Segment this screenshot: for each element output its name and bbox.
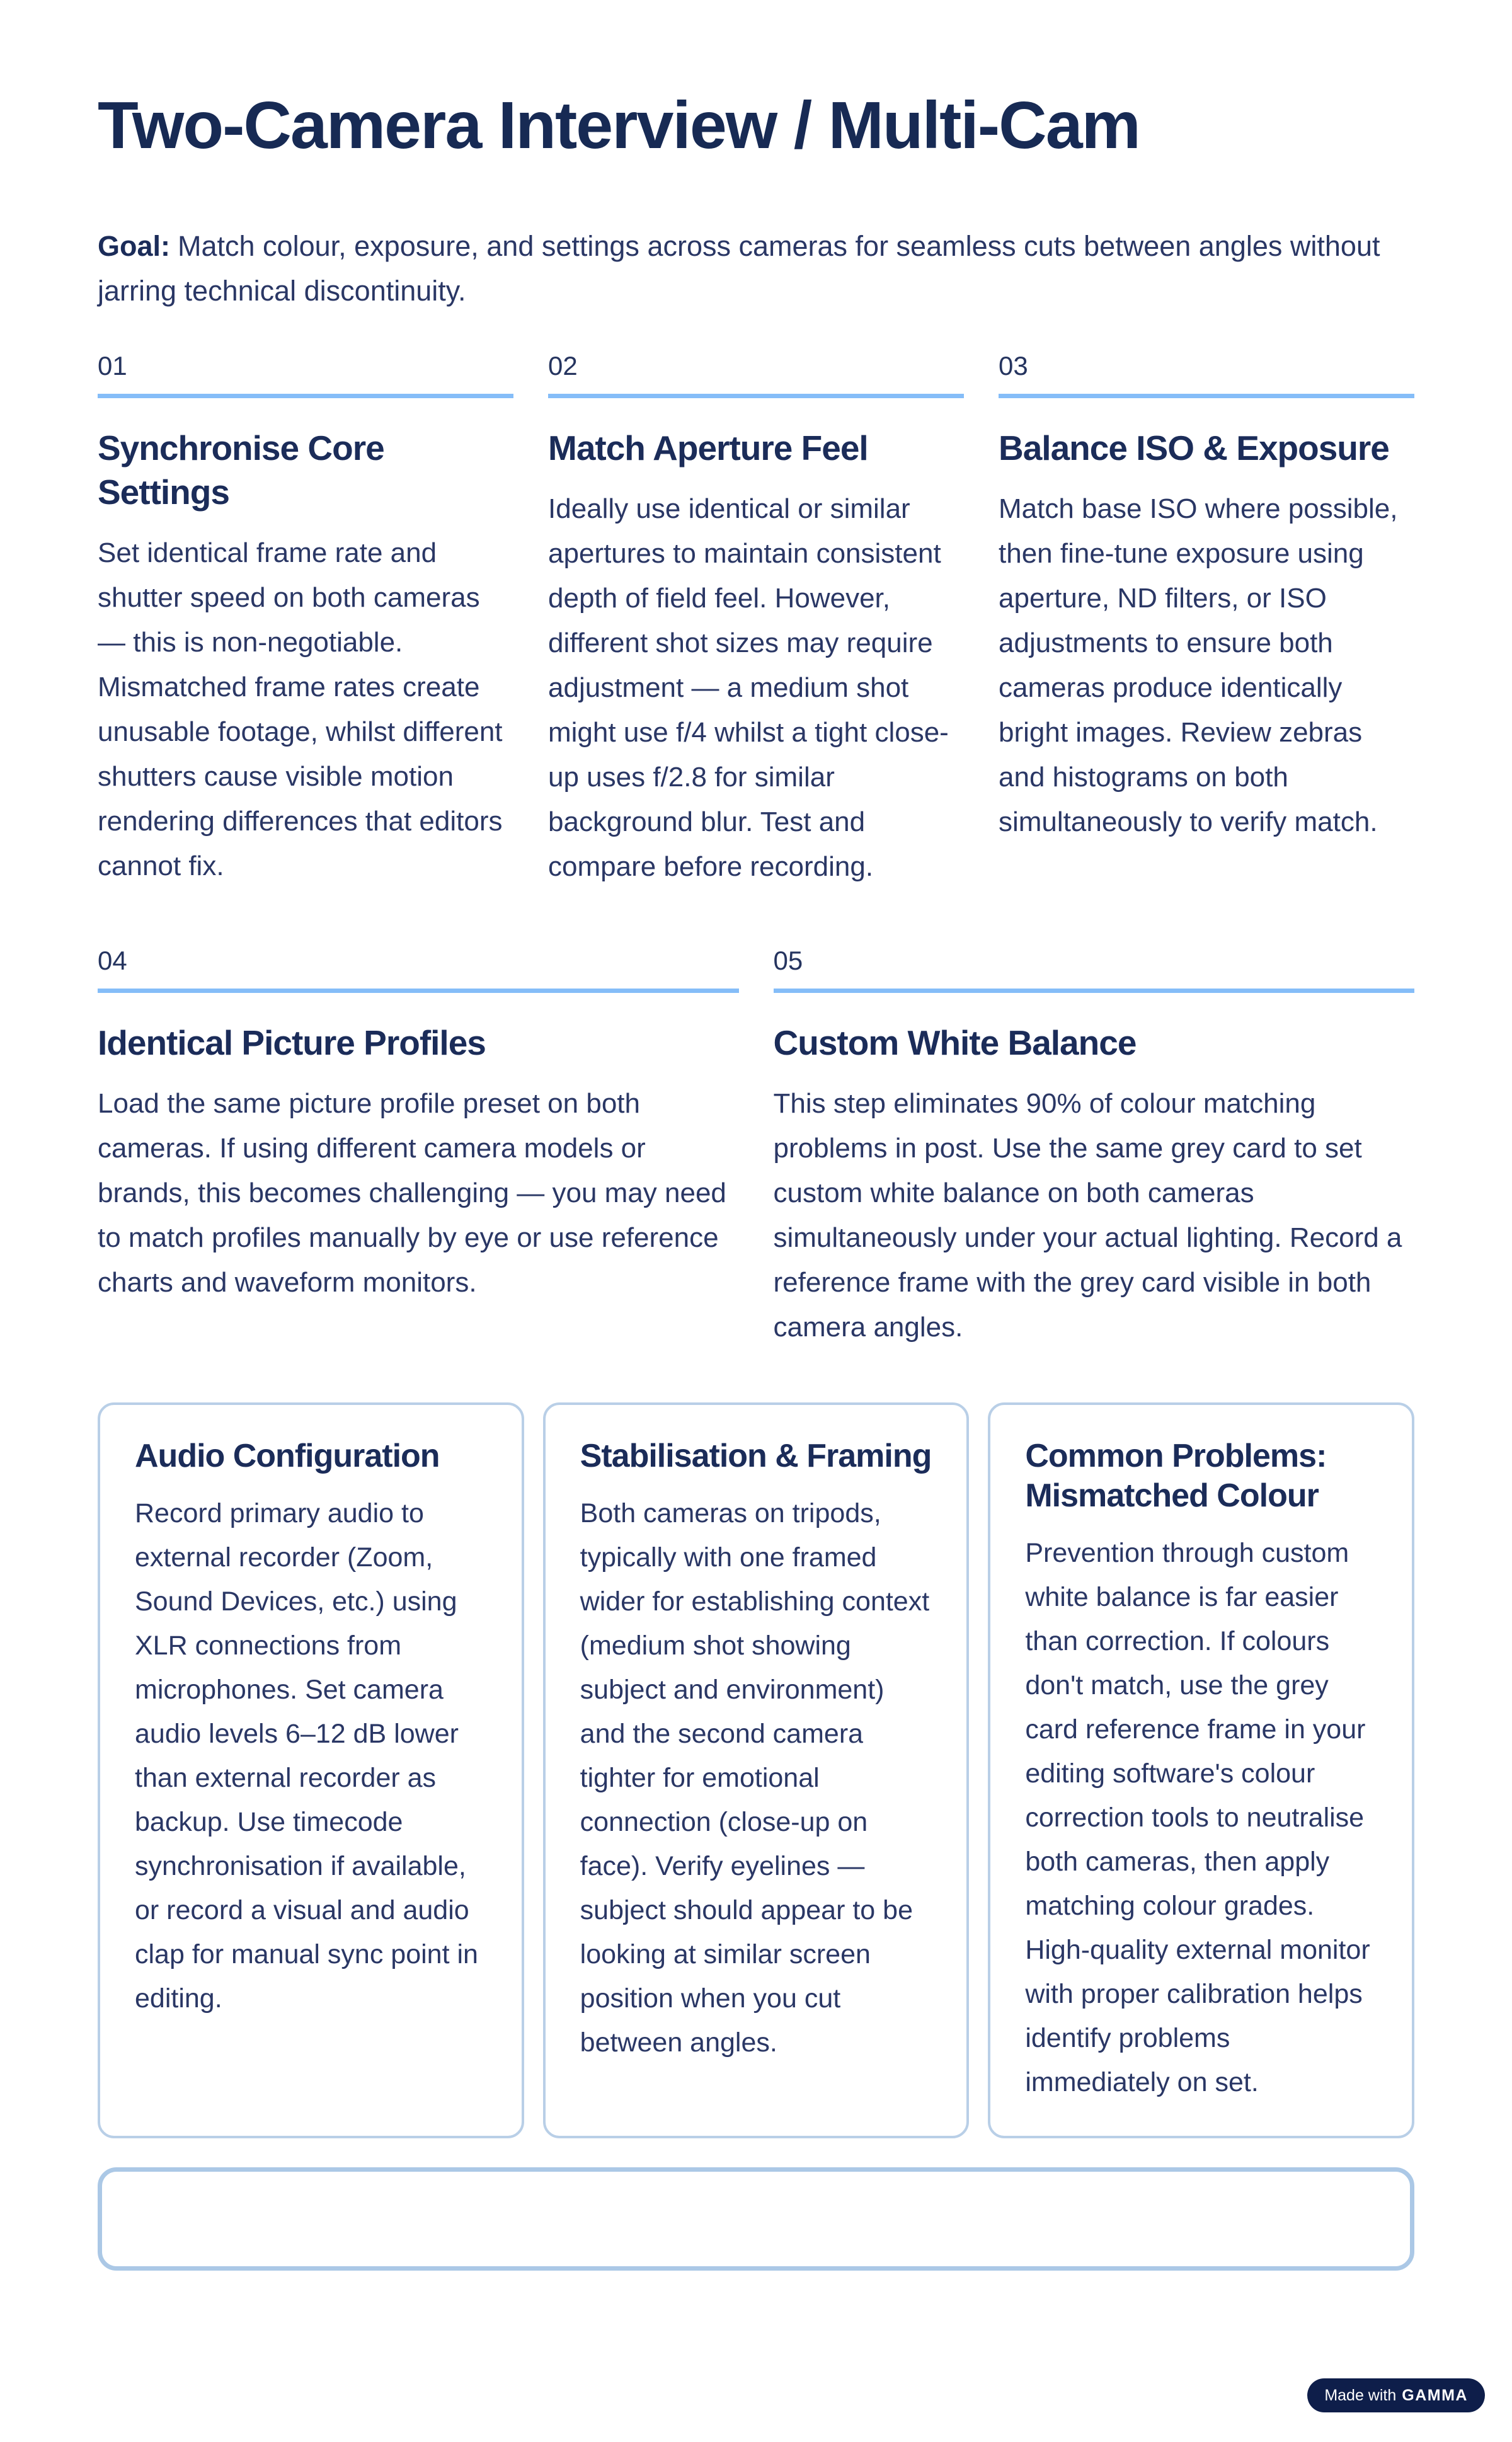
info-card-common-problems xyxy=(988,1402,1414,2138)
goal-paragraph xyxy=(98,224,1414,313)
info-cards-row xyxy=(98,1402,1414,2138)
step-body: Load the same picture profile preset on both cameras. If using different camera models or brands, this becomes challenging — you may need to match profiles manually by eye or use reference charts and waveform monitors. xyxy=(98,1087,726,1298)
steps-row-1 xyxy=(98,351,1414,889)
step-section-03 xyxy=(999,351,1414,889)
step-divider xyxy=(98,394,513,398)
steps-row-2 xyxy=(98,946,1414,1350)
step-number: 02 xyxy=(548,350,578,381)
step-heading: Identical Picture Profiles xyxy=(98,1023,486,1062)
info-card-audio-configuration xyxy=(98,1402,524,2138)
card-body: Prevention through custom white balance is far easier than correction. If colours don't match, use the grey card reference frame in your editing software's colour correction tools to neutralise both cameras, then apply matching colour grades. High-quality external monitor with proper calibration helps identify problems immediately on set. xyxy=(1025,1537,1370,2097)
gamma-brand-logo: GAMMA xyxy=(1402,2387,1468,2404)
goal-text: Match colour, exposure, and settings across cameras for seamless cuts between angles without jarring technical discontinuity. xyxy=(98,229,1380,307)
step-number: 01 xyxy=(98,350,127,381)
step-divider xyxy=(548,394,964,398)
step-divider xyxy=(98,989,739,993)
step-section-04 xyxy=(98,946,739,1350)
page-title: Two-Camera Interview / Multi-Cam xyxy=(98,88,1140,163)
card-body: Both cameras on tripods, typically with one framed wider for establishing context (medium shot showing subject and environment) and the second camera tighter for emotional connection (close-up on face). Verify eyelines — subject should appear to be looking at similar screen position when you cut between angles. xyxy=(580,1498,930,2058)
made-with-gamma-badge[interactable] xyxy=(1307,2378,1485,2412)
step-body: Match base ISO where possible, then fine-tune exposure using aperture, ND filters, or ISO adjustments to ensure both cameras produce identically bright images. Review zebras and histograms on both simultaneously to verify match. xyxy=(999,493,1398,837)
document-page xyxy=(0,88,1512,2271)
step-heading: Synchronise Core Settings xyxy=(98,428,384,512)
step-body: This step eliminates 90% of colour matching problems in post. Use the same grey card to set custom white balance on both cameras simultaneously under your actual lighting. Record a reference frame with the grey card visible in both camera angles. xyxy=(773,1087,1402,1343)
card-heading: Common Problems: Mismatched Colour xyxy=(1025,1437,1327,1514)
step-section-05 xyxy=(774,946,1415,1350)
step-heading: Custom White Balance xyxy=(773,1023,1137,1062)
step-number: 03 xyxy=(999,350,1028,381)
card-heading: Audio Configuration xyxy=(135,1437,440,1474)
card-heading: Stabilisation & Framing xyxy=(580,1437,932,1474)
goal-label: Goal: xyxy=(98,229,171,262)
card-body: Record primary audio to external recorder (Zoom, Sound Devices, etc.) using XLR connections from microphones. Set camera audio levels 6–12 dB lower than external recorder as backup. Use timecode synchronisation if available, or record a visual and audio clap for manual sync point in editing. xyxy=(135,1498,478,2014)
step-body: Set identical frame rate and shutter speed on both cameras — this is non-negotiable. Mismatched frame rates create unusable footage, whilst different shutters cause visible motion rendering differences that editors cannot fix. xyxy=(98,537,503,881)
step-heading: Balance ISO & Exposure xyxy=(999,428,1389,467)
step-heading: Match Aperture Feel xyxy=(548,428,868,467)
empty-placeholder-box xyxy=(98,2167,1414,2271)
info-card-stabilisation-framing xyxy=(543,1402,970,2138)
step-divider xyxy=(999,394,1414,398)
badge-prefix-text: Made with xyxy=(1324,2387,1397,2404)
step-body: Ideally use identical or similar apertures to maintain consistent depth of field feel. However, different shot sizes may require adjustment — a medium shot might use f/4 whilst a tight close-up uses f/2.8 for similar background blur. Test and compare before recording. xyxy=(548,493,949,882)
step-section-01 xyxy=(98,351,513,889)
step-divider xyxy=(774,989,1415,993)
step-number: 05 xyxy=(773,945,803,975)
step-section-02 xyxy=(548,351,964,889)
step-number: 04 xyxy=(98,945,127,975)
